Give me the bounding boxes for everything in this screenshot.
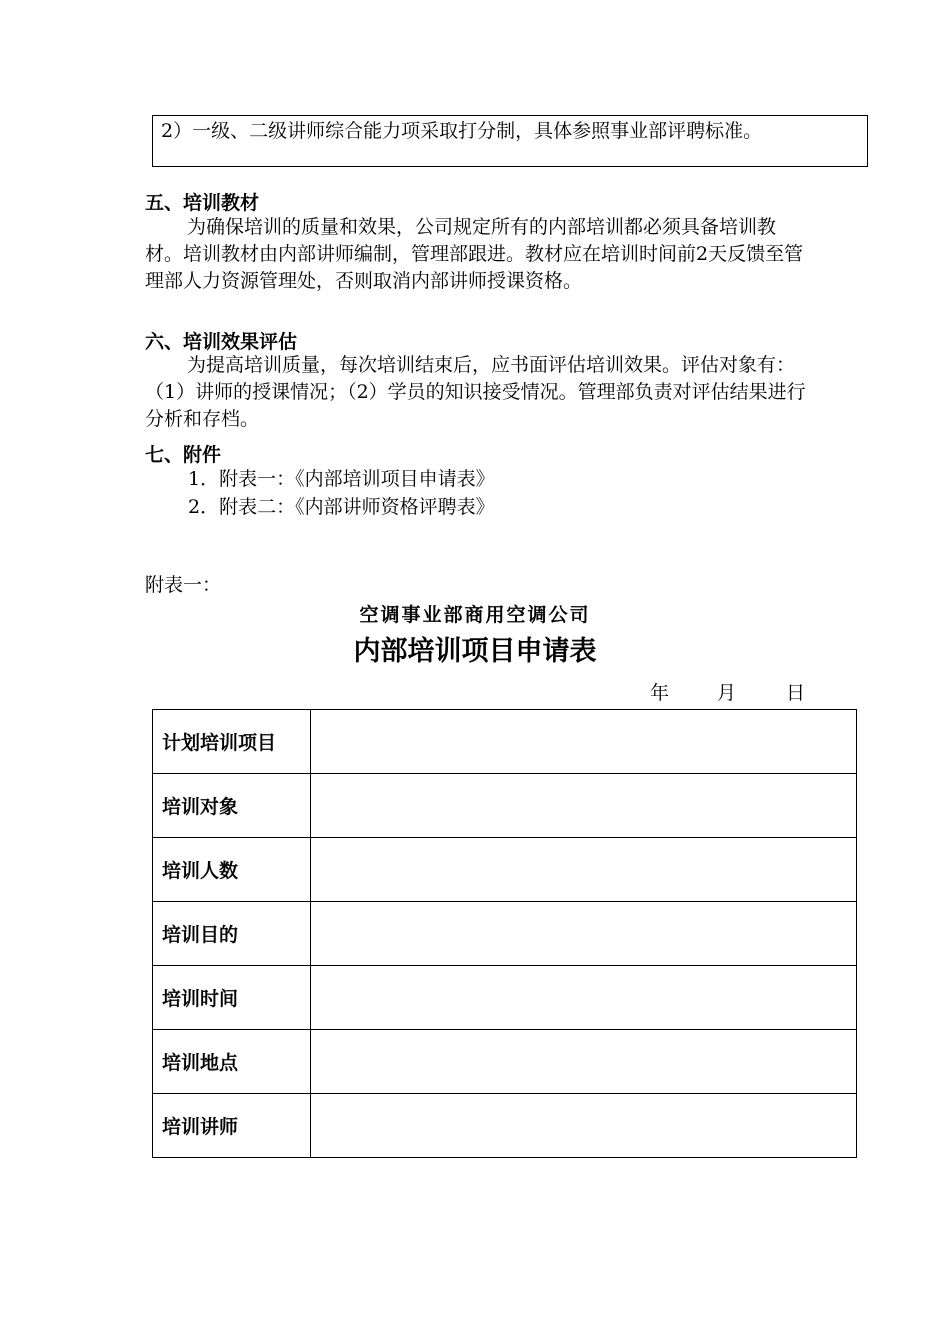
section-heading-materials: 五、培训教材: [145, 192, 260, 214]
table-row: [153, 710, 857, 774]
appendix-label: 附表一：: [145, 574, 222, 596]
form-title: 内部培训项目申请表: [353, 636, 597, 667]
evaluation-note-box: [152, 115, 868, 167]
table-row: [153, 1030, 857, 1094]
materials-text: 为确保培训的质量和效果，公司规定所有的内部培训都必须具备培训教材。培训教材由内部讲师编制，管理部跟进。教材应在培训时间前2天反馈至管理部人力资源管理处，否则取消内部讲师授课资格。: [145, 216, 804, 292]
date-month-label: 月: [717, 682, 737, 704]
section-heading-evaluation: 六、培训效果评估: [145, 331, 298, 353]
row-value-field[interactable]: [311, 1094, 857, 1158]
row-label: 培训对象: [153, 774, 311, 838]
section-paragraph-evaluation: [145, 352, 810, 433]
row-label: 培训地点: [153, 1030, 311, 1094]
evaluation-text: 为提高培训质量，每次培训结束后，应书面评估培训效果。评估对象有：（1）讲师的授课情况；（2）学员的知识接受情况。管理部负责对评估结果进行分析和存档。: [145, 354, 806, 430]
row-label: 培训时间: [153, 966, 311, 1030]
company-name: 空调事业部商用空调公司: [359, 604, 591, 626]
row-value-field[interactable]: [311, 966, 857, 1030]
evaluation-note-text: 2）一级、二级讲师综合能力项采取打分制，具体参照事业部评聘标准。: [161, 120, 763, 142]
table-row: [153, 966, 857, 1030]
row-value-field[interactable]: [311, 710, 857, 774]
table-row: [153, 902, 857, 966]
table-row: [153, 1094, 857, 1158]
row-value-field[interactable]: [311, 838, 857, 902]
row-label: 计划培训项目: [153, 710, 311, 774]
training-application-table: [152, 709, 857, 1158]
date-year-label: 年: [650, 682, 670, 704]
table-row: [153, 774, 857, 838]
section-paragraph-materials: [145, 214, 810, 295]
section-heading-attachments: 七、附件: [145, 444, 222, 466]
row-label: 培训人数: [153, 838, 311, 902]
date-day-label: 日: [786, 682, 806, 704]
row-value-field[interactable]: [311, 902, 857, 966]
row-value-field[interactable]: [311, 774, 857, 838]
row-value-field[interactable]: [311, 1030, 857, 1094]
table-row: [153, 838, 857, 902]
attachment-item: 1．附表一：《内部培训项目申请表》: [188, 468, 495, 490]
attachment-item: 2．附表二：《内部讲师资格评聘表》: [188, 496, 495, 518]
row-label: 培训目的: [153, 902, 311, 966]
row-label: 培训讲师: [153, 1094, 311, 1158]
